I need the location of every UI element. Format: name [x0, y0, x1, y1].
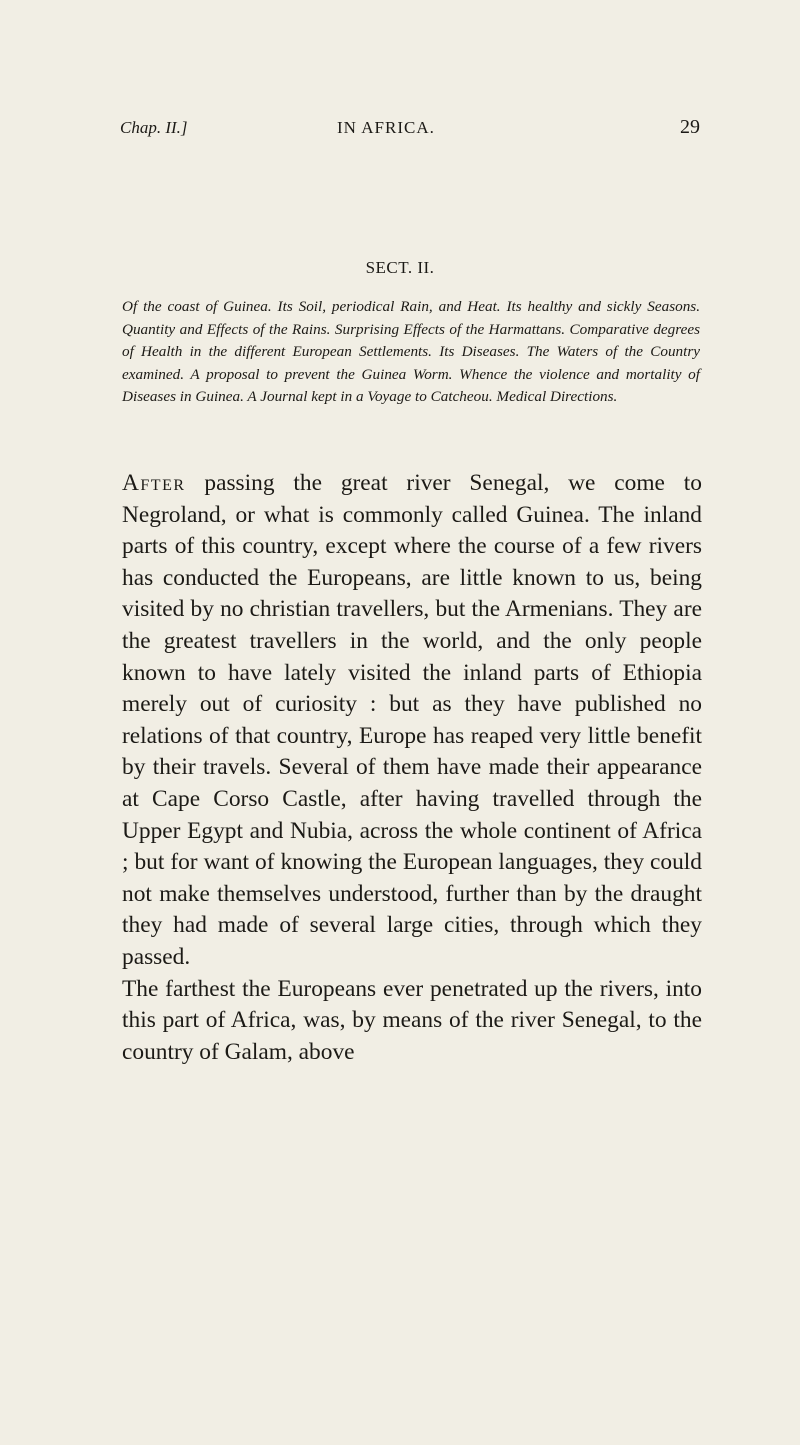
paragraph-1-text: passing the great river Senegal, we come to Negroland, or what is commonly called Guinea. The inland parts of this country, except where the course of a few rivers has conducted the Europeans, are little known to us, being visited by no christian travellers, but the Armenians. They are the greatest travellers in the world, and the only people known to have lately visited the inland parts of Ethiopia merely out of curiosity : but as they have published no relations of that country, Europe has reaped very little benefit by their travels. Several of them have made their appearance at Cape Corso Castle, after having travelled through the Upper Egypt and Nubia, across the whole continent of Africa ; but for want of knowing the European languages, they could not make themselves understood, further than by the draught they had made of several large cities, through which they passed.	[122, 470, 702, 970]
section-summary: Of the coast of Guinea. Its Soil, periodical Rain, and Heat. Its healthy and sickly Seasons. Quantity and Effects of the Rains. Surprising Effects of the Harmattans. Comparative degrees of Health in the different European Settlements. Its Diseases. The Waters of the Country examined. A proposal to prevent the Guinea Worm. Whence the violence and mortality of Diseases in Guinea. A Journal kept in a Voyage to Catcheou. Medical Directions.	[122, 298, 700, 405]
paragraph-2: The farthest the Europeans ever penetrated up the rivers, into this part of Africa, was, by means of the river Senegal, to the country of Galam, above	[122, 975, 702, 1065]
section-heading: SECT. II.	[365, 258, 435, 277]
paragraph-1	[122, 468, 702, 974]
body-text	[122, 468, 702, 1068]
page-number: 29	[680, 116, 700, 138]
chapter-reference: Chap. II.]	[120, 118, 188, 137]
running-head	[120, 118, 700, 142]
running-title: IN AFRICA.	[337, 118, 435, 137]
opening-word: After	[122, 470, 186, 496]
